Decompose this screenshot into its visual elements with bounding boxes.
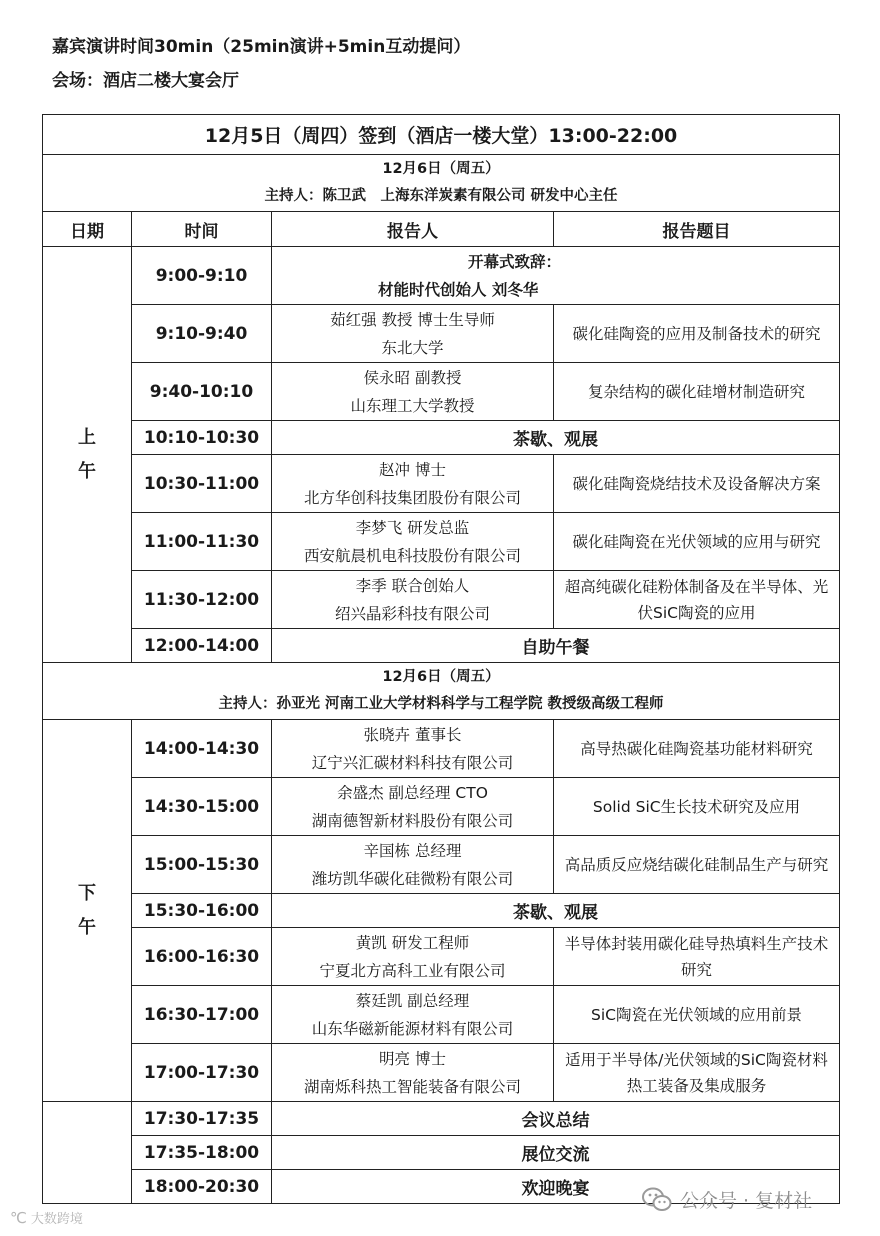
- opening-speech: 开幕式致辞： 材能时代创始人 刘冬华: [272, 247, 840, 305]
- session-speaker: 李季 联合创始人 绍兴晶彩科技有限公司: [272, 571, 554, 629]
- session-time: 15:00-15:30: [132, 836, 272, 894]
- watermark-text: 公众号 · 复材社: [680, 1190, 813, 1212]
- afternoon-host: 主持人：孙亚光 河南工业大学材料科学与工程学院 教授级高级工程师: [218, 696, 664, 712]
- closing-date-cell: [43, 1102, 132, 1204]
- session-speaker: 张晓卉 董事长 辽宁兴汇碳材料科技有限公司: [272, 720, 554, 778]
- wechat-watermark: [642, 1186, 812, 1213]
- table-row: [43, 513, 840, 571]
- lunch-label: 自助午餐: [272, 629, 840, 663]
- session-topic: 高导热碳化硅陶瓷基功能材料研究: [554, 720, 840, 778]
- session-speaker: 赵冲 博士 北方华创科技集团股份有限公司: [272, 455, 554, 513]
- corner-watermark: [10, 1208, 83, 1227]
- break-label: 茶歇、观展: [272, 421, 840, 455]
- lunch-time: 12:00-14:00: [132, 629, 272, 663]
- session-time: 11:00-11:30: [132, 513, 272, 571]
- session-topic: 适用于半导体/光伏领域的SiC陶瓷材料热工装备及集成服务: [554, 1044, 840, 1102]
- wechat-icon: [642, 1187, 672, 1213]
- session-speaker: 辛国栋 总经理 潍坊凯华碳化硅微粉有限公司: [272, 836, 554, 894]
- corner-watermark-text: 大数跨境: [30, 1212, 83, 1227]
- table-row: [43, 836, 840, 894]
- break-time: 10:10-10:30: [132, 421, 272, 455]
- table-row: [43, 455, 840, 513]
- session-speaker: 侯永昭 副教授 山东理工大学教授: [272, 363, 554, 421]
- session-speaker: 茹红强 教授 博士生导师 东北大学: [272, 305, 554, 363]
- session-topic: 碳化硅陶瓷烧结技术及设备解决方案: [554, 455, 840, 513]
- session-time: 9:10-9:40: [132, 305, 272, 363]
- closing-time: 18:00-20:30: [132, 1170, 272, 1204]
- session-time: 14:00-14:30: [132, 720, 272, 778]
- closing-label: 欢迎晚宴: [272, 1170, 840, 1204]
- table-row: [43, 305, 840, 363]
- morning-label: 上午: [43, 247, 132, 663]
- table-row: [43, 894, 840, 928]
- session-speaker: 蔡廷凯 副总经理 山东华磁新能源材料有限公司: [272, 986, 554, 1044]
- session-topic: 高品质反应烧结碳化硅制品生产与研究: [554, 836, 840, 894]
- opening-time: 9:00-9:10: [132, 247, 272, 305]
- afternoon-date: 12月6日（周五）: [382, 669, 500, 685]
- closing-label: 会议总结: [272, 1102, 840, 1136]
- header-time: 时间: [132, 212, 272, 247]
- break-label: 茶歇、观展: [272, 894, 840, 928]
- brand-logo-icon: ℃: [10, 1208, 27, 1227]
- header-date: 日期: [43, 212, 132, 247]
- session-time: 9:40-10:10: [132, 363, 272, 421]
- morning-host: 主持人：陈卫武 上海东洋炭素有限公司 研发中心主任: [264, 188, 618, 204]
- session-topic: 超高纯碳化硅粉体制备及在半导体、光伏SiC陶瓷的应用: [554, 571, 840, 629]
- session-speaker: 黄凯 研发工程师 宁夏北方高科工业有限公司: [272, 928, 554, 986]
- table-row: [43, 629, 840, 663]
- closing-time: 17:35-18:00: [132, 1136, 272, 1170]
- session-topic: 碳化硅陶瓷在光伏领域的应用与研究: [554, 513, 840, 571]
- session-time: 11:30-12:00: [132, 571, 272, 629]
- venue-note: 会场：酒店二楼大宴会厅: [52, 71, 239, 91]
- table-row: [43, 1044, 840, 1102]
- session-topic: Solid SiC生长技术研究及应用: [554, 778, 840, 836]
- header-topic: 报告题目: [554, 212, 840, 247]
- table-row: [43, 421, 840, 455]
- afternoon-host-block: [43, 663, 840, 720]
- table-row: [43, 928, 840, 986]
- morning-host-block: [43, 155, 840, 212]
- session-time: 14:30-15:00: [132, 778, 272, 836]
- session-speaker: 明亮 博士 湖南烁科热工智能装备有限公司: [272, 1044, 554, 1102]
- checkin-title: 12月5日（周四）签到（酒店一楼大堂）13:00-22:00: [43, 115, 840, 155]
- session-speaker: 余盛杰 副总经理 CTO 湖南德智新材料股份有限公司: [272, 778, 554, 836]
- session-time: 17:00-17:30: [132, 1044, 272, 1102]
- morning-date: 12月6日（周五）: [382, 161, 500, 177]
- table-row: [43, 986, 840, 1044]
- session-topic: 碳化硅陶瓷的应用及制备技术的研究: [554, 305, 840, 363]
- session-time: 10:30-11:00: [132, 455, 272, 513]
- closing-time: 17:30-17:35: [132, 1102, 272, 1136]
- session-topic: 复杂结构的碳化硅增材制造研究: [554, 363, 840, 421]
- session-topic: 半导体封装用碳化硅导热填料生产技术研究: [554, 928, 840, 986]
- break-time: 15:30-16:00: [132, 894, 272, 928]
- table-row: [43, 571, 840, 629]
- table-row: [43, 1136, 840, 1170]
- afternoon-label: 下午: [43, 720, 132, 1102]
- closing-label: 展位交流: [272, 1136, 840, 1170]
- table-row: [43, 247, 840, 305]
- table-row: [43, 363, 840, 421]
- table-row: [43, 778, 840, 836]
- talk-duration-note: 嘉宾演讲时间30min（25min演讲+5min互动提问）: [52, 37, 471, 57]
- session-topic: SiC陶瓷在光伏领域的应用前景: [554, 986, 840, 1044]
- intro: [52, 30, 470, 98]
- session-time: 16:30-17:00: [132, 986, 272, 1044]
- session-time: 16:00-16:30: [132, 928, 272, 986]
- session-speaker: 李梦飞 研发总监 西安航晨机电科技股份有限公司: [272, 513, 554, 571]
- table-row: [43, 720, 840, 778]
- header-speaker: 报告人: [272, 212, 554, 247]
- table-row: [43, 1102, 840, 1136]
- schedule-table: [42, 114, 840, 1204]
